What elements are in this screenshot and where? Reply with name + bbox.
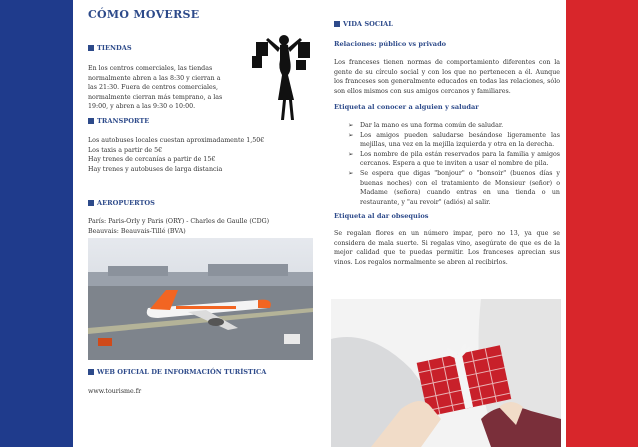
transporte-text: Los autobuses locales cuestan aproximadamente 1,50€ Los taxis a partir de 5€ Hay trenes de cercanías a partir de 15€ Hay trenes y autobuses de larga distancia bbox=[88, 137, 265, 173]
flag-red-stripe bbox=[566, 0, 638, 447]
list-item: ➢ Los nombre de pila están reservados para la familia y amigos cercanos. Espera a que te inviten a usar el nombre de pila. bbox=[348, 150, 560, 168]
vida-social-text: Los franceses tienen normas de comportamiento diferentes con la gente de su círculo social y con los que no pertenecen a él. Aunque los franceses son generalmente educados en todas las relaciones, sólo son ellos mismos con sus amigos cercanos y familiares. bbox=[334, 59, 560, 95]
arrow-bullet-icon: ➢ bbox=[348, 131, 354, 139]
page-title: CÓMO MOVERSE bbox=[88, 8, 200, 21]
shopper-silhouette-image bbox=[250, 30, 312, 122]
square-bullet-icon bbox=[88, 118, 94, 124]
aeropuertos-text: París: Paris-Orly y Paris (ORY) - Charles de Gaulle (CDG) Beauvais: Beauvais-Tillé (BVA) bbox=[88, 218, 270, 235]
left-panel bbox=[80, 0, 318, 447]
list-item: ➢ Dar la mano es una forma común de saludar. bbox=[348, 122, 504, 129]
subheading-etiqueta-obsequios: Etiqueta al dar obsequios bbox=[334, 212, 429, 220]
list-item: ➢ Los amigos pueden saludarse besándose ligeramente las mejillas, una vez en la mejilla izquierda y otra en la derecha. bbox=[348, 131, 560, 149]
airport-photo bbox=[88, 238, 313, 360]
etiqueta-bullet-list bbox=[348, 121, 560, 207]
section-heading-transporte: TRANSPORTE bbox=[88, 117, 149, 125]
arrow-bullet-icon: ➢ bbox=[348, 169, 354, 177]
section-heading-web: WEB OFICIAL DE INFORMACIÓN TURÍSTICA bbox=[88, 368, 266, 376]
section-heading-tiendas: TIENDAS bbox=[88, 44, 132, 52]
arrow-bullet-icon: ➢ bbox=[348, 122, 354, 129]
web-url[interactable]: www.tourisme.fr bbox=[88, 388, 142, 395]
subheading-relaciones: Relaciones: público vs privado bbox=[334, 40, 447, 48]
square-bullet-icon bbox=[88, 45, 94, 51]
obsequios-text: Se regalan flores en un número impar, pero no 13, ya que se considera de mala suerte. Si regalas vino, asegúrate de que es de la mejor calidad que te puedas permitir. Los franceses aprecian sus vinos. Los regalos normalmente se abren al recibirlos. bbox=[334, 230, 560, 266]
section-heading-vida-social: VIDA SOCIAL bbox=[334, 20, 393, 28]
gift-photo bbox=[331, 299, 561, 447]
section-heading-aeropuertos: AEROPUERTOS bbox=[88, 199, 155, 207]
square-bullet-icon bbox=[334, 21, 340, 27]
square-bullet-icon bbox=[88, 369, 94, 375]
list-item: ➢ Se espera que digas "bonjour" o "bonsoir" (buenos días y buenas noches) con el tratamiento de Monsieur (señor) o Madame (señora) cuando entras en una tienda o un restaurante, y "au revoir" (adiós) al salir. bbox=[348, 169, 560, 206]
arrow-bullet-icon: ➢ bbox=[348, 150, 354, 158]
subheading-etiqueta-conocer: Etiqueta al conocer a alguien y saludar bbox=[334, 103, 479, 111]
flag-blue-stripe bbox=[0, 0, 73, 447]
tiendas-text: En los centros comerciales, las tiendas normalmente abren a las 8:30 y cierran a las 21:30. Fuera de centros comerciales, normalmente cierran más temprano, a las 19:00, y abren a las 9:30 o 10:00. bbox=[88, 65, 223, 111]
right-panel bbox=[326, 0, 562, 447]
square-bullet-icon bbox=[88, 200, 94, 206]
